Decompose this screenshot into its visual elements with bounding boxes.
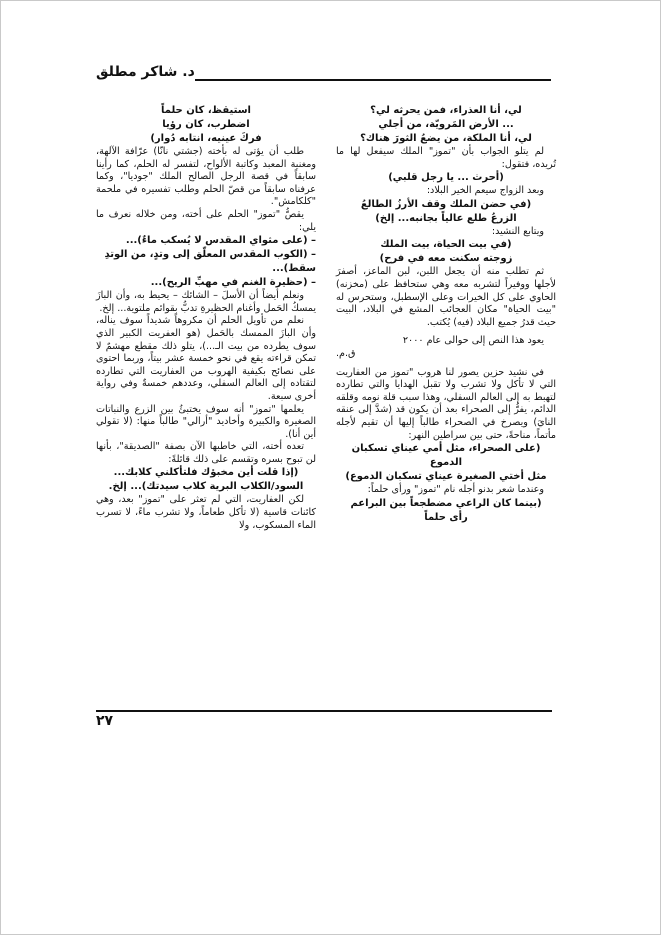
verse-line: الزرعُ طلع عالياً بجانبه... إلخ): [375, 212, 517, 224]
paragraph: ونعلم أيضاً أن الأسلَ – الشائك – يحيط به، وأن البازَ يمسكُ الحَمل وأغنام الحظيرةِ تدبُّ بقوائم ملتوية... إلخ.: [96, 290, 316, 314]
paragraph: نعلم من تأويل الحلم أن مكروهاً شديداً سوف يناله، وأن البازَ الممسك بالحَمل (هو العفريت الكبير الذي سوف يطرده من بيت الـ...)، يتلو ذلك مقطع مهشمٌ لا تمكن قراءته يقع في نحو خمسة عشر بيتاً، وربما احتوى على نصائح بكيفية الهروب من العفاريت التي تطارده لتقتاده إلى العالم السفلي، وعددهم خمسةٌ وفي رواية أخرى سبعة.: [96, 315, 316, 402]
verse-line: (أحرث ... يا رجل قلبي): [388, 172, 504, 184]
verse-line: (إذا قلت أين مخبؤك فلتأكلني كلابك...: [113, 467, 299, 479]
verse-line: (في حضن الملك وقف الأرزُ الطالعُ: [360, 198, 532, 210]
paragraph: في نشيد حزين يصور لنا هروب "تموز من العفاريت التي لا تأكل ولا تشرب ولا تقبل الهدايا والتي تطارده لتهبط به إلى العالم السفلي، وهذا سبب قلة نومه وقلقه الدائم، يفرُّ إلى الصحراء بعد أن يكون قد (شدَّ إلى عنقه النايَ) ويصرخ في الصحراء طالباً إليها أن تقيم لأجله مأتماً، مناحةً، حتى بين سراطين النهر:: [336, 366, 556, 441]
paragraph: تعده أخته، التي خاطبها الآن بصفة "الصديقة"، بأنها لن تبوح بسره وتقسم على ذلك قائلةً:: [96, 441, 316, 465]
paragraph: طلب أن يؤتى له بأخته (جشتي نانّا) عرّافة الآلهة، ومغنية المعبد وكاتبة الألواح، لتفسر له الحلم، كما رأينا سابقاً في قصة الرجل الصالح الملك "جوديا"، وكما عرفناه سابقاً من قصّ الحلم وطلب تفسيره في ملحمة "كلكامش".: [96, 146, 316, 208]
paragraph: يعود هذا النص إلى حوالى عام ٢٠٠٠: [402, 335, 544, 347]
paragraph: يقصُّ "تموز" الحلم على أخته، ومن خلاله نعرف ما يلي:: [96, 208, 316, 233]
paragraph: وعندما شعر بدنو أجله نام "تموز" ورأى حلماً:: [367, 484, 544, 496]
verse-line: لي، أنا العذراء، فمن يحرثه لي؟: [370, 105, 522, 116]
verse-line: – (حظيرة الغنم في مهبِّ الريح)...: [150, 277, 316, 289]
header-rule: [195, 79, 551, 81]
verse-line: الدموع: [429, 457, 463, 469]
verse-line: مثل أختي الصغيرة عيناي تسكبان الدموع): [345, 471, 547, 483]
verse-line: استيقظ، كان حلماً: [161, 105, 251, 116]
verse-line: فركَ عينيه، انتابه دُوار): [150, 133, 262, 144]
verse-line: لي، أنا الملكة، من يضعُ الثورَ هناك؟: [360, 133, 532, 144]
paragraph: يعلمها "تموز" أنه سوف يختبئُ بين الزرع والنباتات الصغيرة والكبيرة وأخاديد "أرالي" طالباً منها: (لا تقولي أين أنا).: [96, 403, 316, 440]
paragraph: لم يتلو الجواب بأن "تموز" الملك سيفعل لها ما تُريده، فتقول:: [336, 146, 556, 170]
verse-line: (في بيت الحياة، بيت الملك: [380, 239, 512, 251]
verse-line: – (الكوب المقدس المعلّق إلى وتدٍ، من الوتدِ سقط)...: [104, 249, 316, 275]
paragraph: ثم تطلب منه أن يجعل اللبن، لبن الماعز، أصفرَ لأجلها ووفيراً لتشربه معه وهي ستحافظ على (مخزنه) الحاوي على كل الخيرات وعلى الإسطبل، وستحرس له "بيت الحياة" مكان العجائب المشع في البلاد، البيت حيث قدرُ جميع البلاد (فيه) يُكتب.: [336, 266, 556, 328]
verse-line: زوجته سكنت معه في فرح): [379, 253, 513, 265]
page-number: ٢٧: [96, 713, 114, 729]
verse-line: رأى حلماً: [424, 511, 468, 523]
paragraph: وبعد الزواج سيعم الخير البلاد:: [426, 185, 544, 197]
footer-rule: [96, 710, 552, 712]
paragraph: ويتابع النشيد:: [491, 225, 544, 237]
left-column: [96, 104, 316, 532]
verse-line: (بينما كان الراعي مضطجعاً بين البراعم: [350, 497, 542, 509]
verse-line: (على الصحراء، مثل أمي عيناي تسكبان: [351, 443, 541, 455]
verse-line: – (على مثواي المقدس لا يُسكب ماءٌ)...: [125, 235, 316, 247]
right-column: [336, 104, 556, 525]
paragraph: لكن العفاريت، التي لم تعثر على "تموز" بعد، وهي كائنات قاسية (لا تأكل طعاماً، ولا تشرب ماءً، لا تسرب الماء المسكوب، ولا: [96, 494, 316, 531]
verse-line: اضطرب، كان رؤيا: [162, 119, 250, 130]
verse-line: السود/الكلاب البرية كلاب سيدتك)... إلخ.: [108, 481, 304, 493]
verse-line: ... الأرض المَرويّة، من أجلي: [378, 119, 514, 130]
paragraph-date: ق.م.: [336, 347, 356, 359]
running-header-author: د. شاكر مطلق: [96, 64, 195, 80]
